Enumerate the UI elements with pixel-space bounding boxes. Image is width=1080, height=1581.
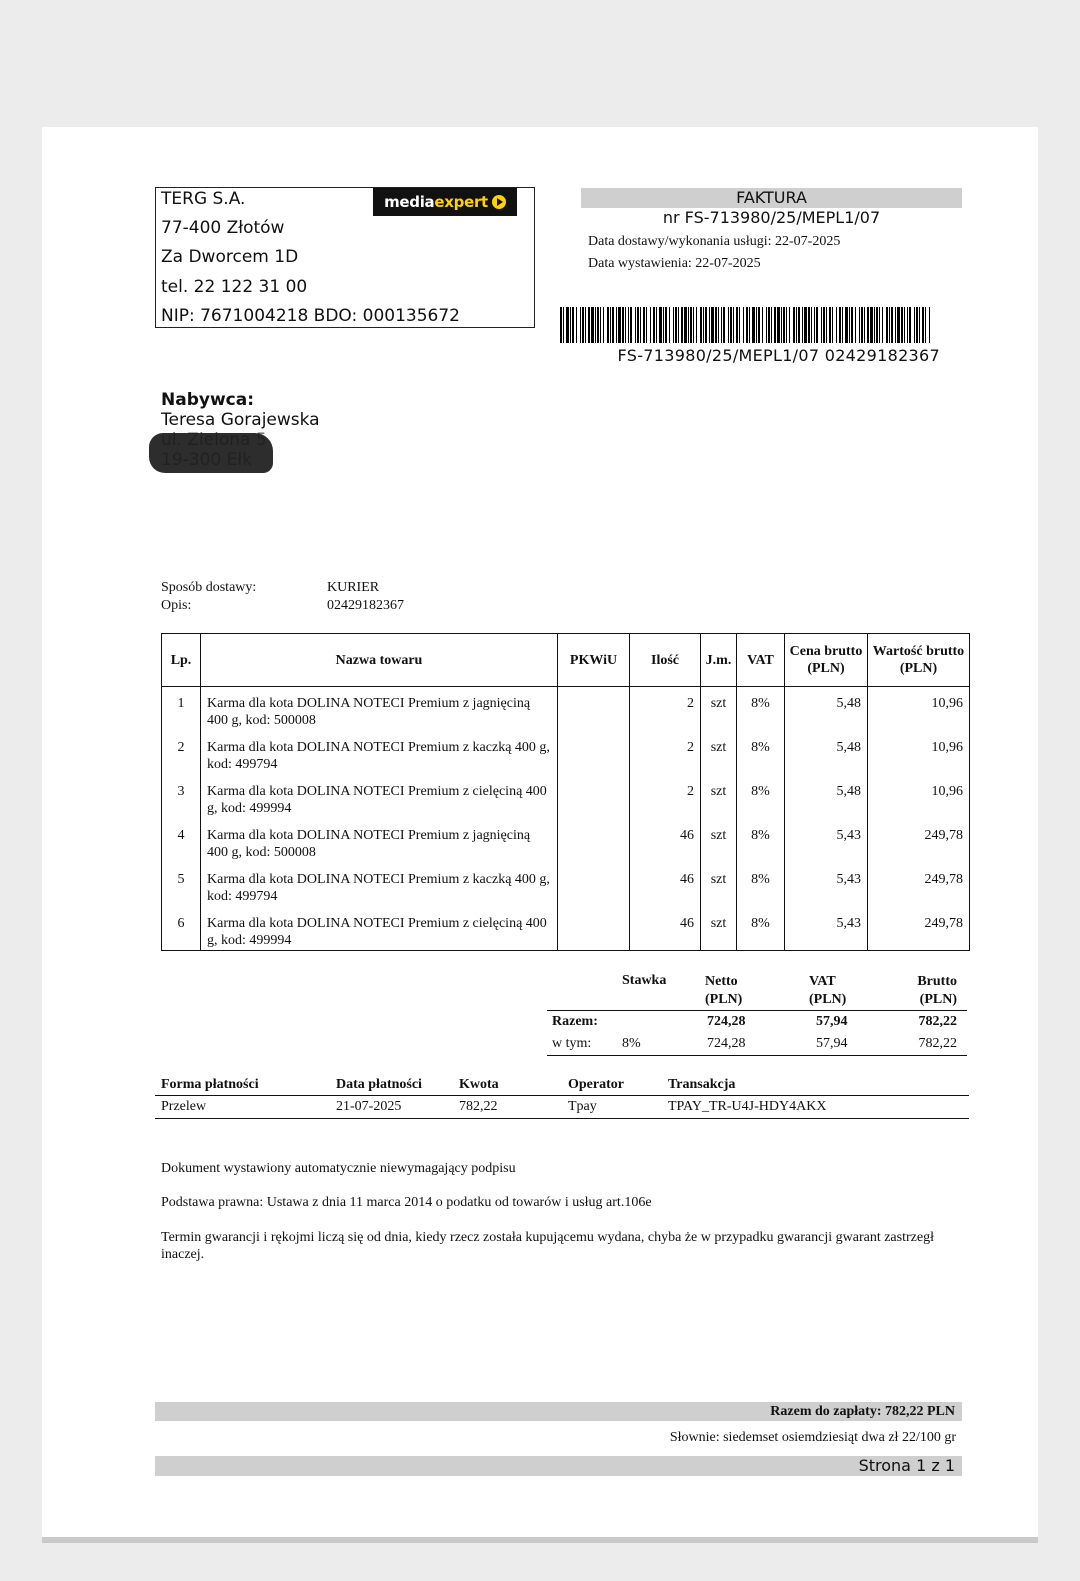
delivery-method-label: Sposób dostawy: <box>161 580 257 595</box>
row-unit: szt <box>701 687 737 731</box>
seller-phone: tel. 22 122 31 00 <box>161 277 308 297</box>
seller-city: 77-400 Złotów <box>161 218 285 238</box>
row-value: 249,78 <box>868 819 970 863</box>
row-unit: szt <box>701 907 737 951</box>
row-vat: 8% <box>737 863 785 907</box>
payment-bottom-divider <box>155 1118 969 1119</box>
row-price: 5,43 <box>785 907 868 951</box>
row-pkwiu <box>558 687 630 731</box>
header-vat: VAT <box>737 634 785 687</box>
row-name: Karma dla kota DOLINA NOTECI Premium z kaczką 400 g, kod: 499794 <box>201 731 558 775</box>
row-lp: 2 <box>162 731 201 775</box>
row-pkwiu <box>558 863 630 907</box>
delivery-method: KURIER <box>327 580 380 595</box>
barcode-image <box>560 307 935 343</box>
seller-ids: NIP: 7671004218 BDO: 000135672 <box>161 306 460 326</box>
summary-header-gross: Brutto (PLN) <box>917 974 957 1007</box>
summary-divider <box>547 1010 967 1011</box>
summary-breakdown-rate: 8% <box>622 1036 641 1051</box>
logo-expert-text: expert <box>434 193 488 211</box>
row-qty: 2 <box>630 775 701 819</box>
row-pkwiu <box>558 731 630 775</box>
items-table <box>161 633 970 951</box>
buyer-name: Teresa Gorajewska <box>161 410 320 430</box>
payment-divider <box>155 1095 969 1096</box>
row-qty: 46 <box>630 907 701 951</box>
payment-date: 21-07-2025 <box>336 1099 402 1114</box>
summary-header-rate: Stawka <box>622 973 667 988</box>
row-name: Karma dla kota DOLINA NOTECI Premium z cielęciną 400 g, kod: 499994 <box>201 775 558 819</box>
row-vat: 8% <box>737 731 785 775</box>
row-qty: 2 <box>630 731 701 775</box>
row-pkwiu <box>558 907 630 951</box>
summary-bottom-divider <box>547 1055 967 1056</box>
row-vat: 8% <box>737 775 785 819</box>
payment-header-transaction: Transakcja <box>668 1077 736 1092</box>
payment-form: Przelew <box>161 1099 207 1114</box>
delivery-desc: 02429182367 <box>327 598 404 613</box>
header-value: Wartość brutto (PLN) <box>868 634 970 687</box>
payment-transaction: TPAY_TR-U4J-HDY4AKX <box>668 1099 827 1114</box>
row-vat: 8% <box>737 907 785 951</box>
summary-header-vat: VAT (PLN) <box>809 974 847 1007</box>
payment-header-operator: Operator <box>568 1077 624 1092</box>
row-pkwiu <box>558 819 630 863</box>
row-qty: 46 <box>630 819 701 863</box>
table-row <box>162 687 970 731</box>
summary-total-vat: 57,94 <box>816 1014 848 1029</box>
delivery-date: Data dostawy/wykonania usługi: 22-07-2025 <box>588 234 841 249</box>
summary-total-gross: 782,22 <box>918 1014 957 1029</box>
payment-header-date: Data płatności <box>336 1077 422 1092</box>
logo-media-text: media <box>384 193 435 211</box>
row-vat: 8% <box>737 687 785 731</box>
payment-header-form: Forma płatności <box>161 1077 259 1092</box>
buyer-label: Nabywca: <box>161 390 255 410</box>
row-unit: szt <box>701 731 737 775</box>
row-unit: szt <box>701 819 737 863</box>
row-value: 10,96 <box>868 687 970 731</box>
mediaexpert-logo <box>373 188 517 216</box>
header-pkwiu: PKWiU <box>558 634 630 687</box>
row-lp: 1 <box>162 687 201 731</box>
page-number: Strona 1 z 1 <box>155 1456 962 1476</box>
note-legal: Podstawa prawna: Ustawa z dnia 11 marca 2014 o podatku od towarów i usług art.106e <box>161 1195 652 1210</box>
row-price: 5,43 <box>785 819 868 863</box>
row-name: Karma dla kota DOLINA NOTECI Premium z cielęciną 400 g, kod: 499994 <box>201 907 558 951</box>
row-price: 5,48 <box>785 687 868 731</box>
note-warranty: Termin gwarancji i rękojmi liczą się od dnia, kiedy rzecz została kupującemu wydana, chyba że w przypadku gwarancji gwarant zastrzegł inaczej. <box>161 1230 934 1262</box>
row-value: 249,78 <box>868 907 970 951</box>
note-auto: Dokument wystawiony automatycznie niewymagający podpisu <box>161 1161 516 1176</box>
row-value: 10,96 <box>868 731 970 775</box>
row-unit: szt <box>701 863 737 907</box>
invoice-title: FAKTURA <box>581 188 962 208</box>
header-qty: Ilość <box>630 634 701 687</box>
row-qty: 46 <box>630 863 701 907</box>
summary-breakdown-gross: 782,22 <box>918 1036 957 1051</box>
row-price: 5,43 <box>785 863 868 907</box>
summary-total-net: 724,28 <box>707 1014 746 1029</box>
play-icon <box>492 195 506 209</box>
row-value: 10,96 <box>868 775 970 819</box>
summary-breakdown-vat: 57,94 <box>816 1036 848 1051</box>
row-name: Karma dla kota DOLINA NOTECI Premium z kaczką 400 g, kod: 499794 <box>201 863 558 907</box>
redaction-mark <box>149 433 273 473</box>
header-lp: Lp. <box>162 634 201 687</box>
table-row <box>162 775 970 819</box>
row-lp: 4 <box>162 819 201 863</box>
summary-breakdown-net: 724,28 <box>707 1036 746 1051</box>
payment-operator: Tpay <box>568 1099 597 1114</box>
row-lp: 6 <box>162 907 201 951</box>
payment-amount: 782,22 <box>459 1099 498 1114</box>
table-row <box>162 907 970 951</box>
delivery-desc-label: Opis: <box>161 598 192 613</box>
row-vat: 8% <box>737 819 785 863</box>
row-lp: 5 <box>162 863 201 907</box>
header-name: Nazwa towaru <box>201 634 558 687</box>
row-unit: szt <box>701 775 737 819</box>
payment-header-amount: Kwota <box>459 1077 499 1092</box>
row-price: 5,48 <box>785 775 868 819</box>
table-row <box>162 819 970 863</box>
row-name: Karma dla kota DOLINA NOTECI Premium z jagnięciną 400 g, kod: 500008 <box>201 687 558 731</box>
issue-date: Data wystawienia: 22-07-2025 <box>588 256 761 271</box>
row-lp: 3 <box>162 775 201 819</box>
seller-name: TERG S.A. <box>161 189 246 209</box>
header-price: Cena brutto (PLN) <box>785 634 868 687</box>
items-header-row <box>162 634 970 687</box>
table-row <box>162 731 970 775</box>
row-qty: 2 <box>630 687 701 731</box>
header-unit: J.m. <box>701 634 737 687</box>
summary-total-label: Razem: <box>552 1014 598 1029</box>
amount-in-words: Słownie: siedemset osiemdziesiąt dwa zł 22/100 gr <box>669 1430 956 1445</box>
summary-breakdown-label: w tym: <box>552 1036 592 1051</box>
total-to-pay: Razem do zapłaty: 782,22 PLN <box>155 1402 962 1421</box>
row-name: Karma dla kota DOLINA NOTECI Premium z jagnięciną 400 g, kod: 500008 <box>201 819 558 863</box>
seller-street: Za Dworcem 1D <box>161 247 299 267</box>
invoice-number: nr FS-713980/25/MEPL1/07 <box>662 208 881 227</box>
barcode-text: FS-713980/25/MEPL1/07 02429182367 <box>617 346 940 365</box>
row-value: 249,78 <box>868 863 970 907</box>
table-row <box>162 863 970 907</box>
row-pkwiu <box>558 775 630 819</box>
row-price: 5,48 <box>785 731 868 775</box>
summary-header-net: Netto (PLN) <box>705 974 743 1007</box>
